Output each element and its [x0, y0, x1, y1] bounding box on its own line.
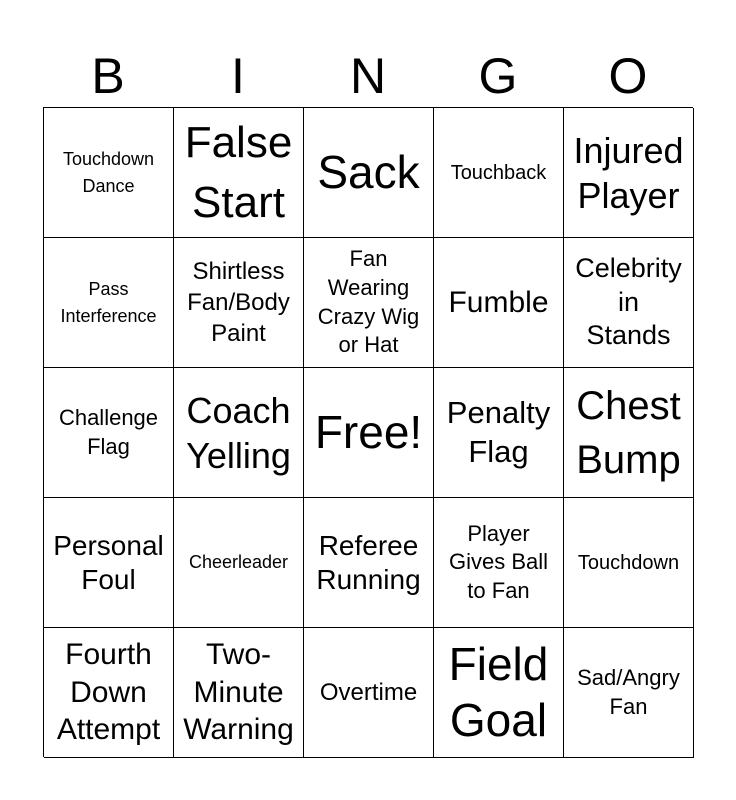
cell-label: Chest Bump [576, 383, 681, 482]
bingo-cell[interactable] [44, 368, 174, 498]
bingo-cell[interactable] [564, 628, 694, 758]
cell-label: False Start [184, 118, 293, 227]
bingo-cell[interactable] [44, 238, 174, 368]
cell-label: Shirtless Fan/Body Paint [187, 257, 290, 348]
cell-label: Cheerleader [188, 552, 289, 573]
bingo-cell[interactable] [434, 368, 564, 498]
bingo-cell[interactable] [174, 108, 304, 238]
cell-label: Free! [314, 405, 423, 458]
cell-label: Pass Interference [60, 279, 157, 326]
bingo-cell[interactable] [174, 238, 304, 368]
bingo-cell[interactable] [174, 628, 304, 758]
bingo-cell[interactable] [564, 368, 694, 498]
cell-label: Overtime [319, 678, 418, 706]
header-letter-n: N [349, 48, 387, 104]
cell-label: Coach Yelling [186, 389, 291, 476]
bingo-cell[interactable] [44, 498, 174, 628]
bingo-cell[interactable] [174, 498, 304, 628]
header-letter-g: G [478, 48, 518, 104]
cell-label: Penalty Flag [446, 395, 551, 469]
cell-label: Fumble [448, 285, 549, 319]
cell-label: Referee Running [316, 529, 421, 595]
bingo-cell[interactable] [174, 368, 304, 498]
header-letter-o: O [608, 48, 648, 104]
free-space-cell[interactable] [304, 368, 434, 498]
bingo-board [43, 107, 693, 757]
cell-label: Field Goal [448, 638, 549, 746]
bingo-cell[interactable] [304, 628, 434, 758]
cell-label: Sad/Angry Fan [577, 664, 680, 719]
bingo-cell[interactable] [44, 108, 174, 238]
bingo-header [43, 40, 693, 108]
cell-label: Challenge Flag [58, 404, 159, 459]
cell-label: Fourth Down Attempt [56, 638, 161, 747]
cell-label: Touchdown [577, 551, 680, 574]
cell-label: Personal Foul [53, 529, 164, 595]
bingo-cell[interactable] [564, 498, 694, 628]
cell-label: Fan Wearing Crazy Wig or Hat [317, 246, 420, 358]
bingo-cell[interactable] [304, 108, 434, 238]
bingo-cell[interactable] [564, 108, 694, 238]
bingo-cell[interactable] [564, 238, 694, 368]
header-letter-i: I [231, 48, 245, 104]
cell-label: Sack [317, 145, 420, 198]
bingo-cell[interactable] [434, 238, 564, 368]
bingo-cell[interactable] [434, 108, 564, 238]
cell-label: Injured Player [573, 129, 684, 216]
cell-label: Player Gives Ball to Fan [448, 520, 549, 603]
bingo-cell[interactable] [304, 498, 434, 628]
cell-label: Touchback [450, 161, 547, 184]
bingo-cell[interactable] [434, 498, 564, 628]
bingo-cell[interactable] [434, 628, 564, 758]
cell-label: Two- Minute Warning [183, 638, 294, 747]
cell-label: Touchdown Dance [62, 149, 155, 196]
bingo-cell[interactable] [304, 238, 434, 368]
header-letter-b: B [91, 48, 125, 104]
cell-label: Celebrity in Stands [575, 252, 682, 351]
bingo-cell[interactable] [44, 628, 174, 758]
